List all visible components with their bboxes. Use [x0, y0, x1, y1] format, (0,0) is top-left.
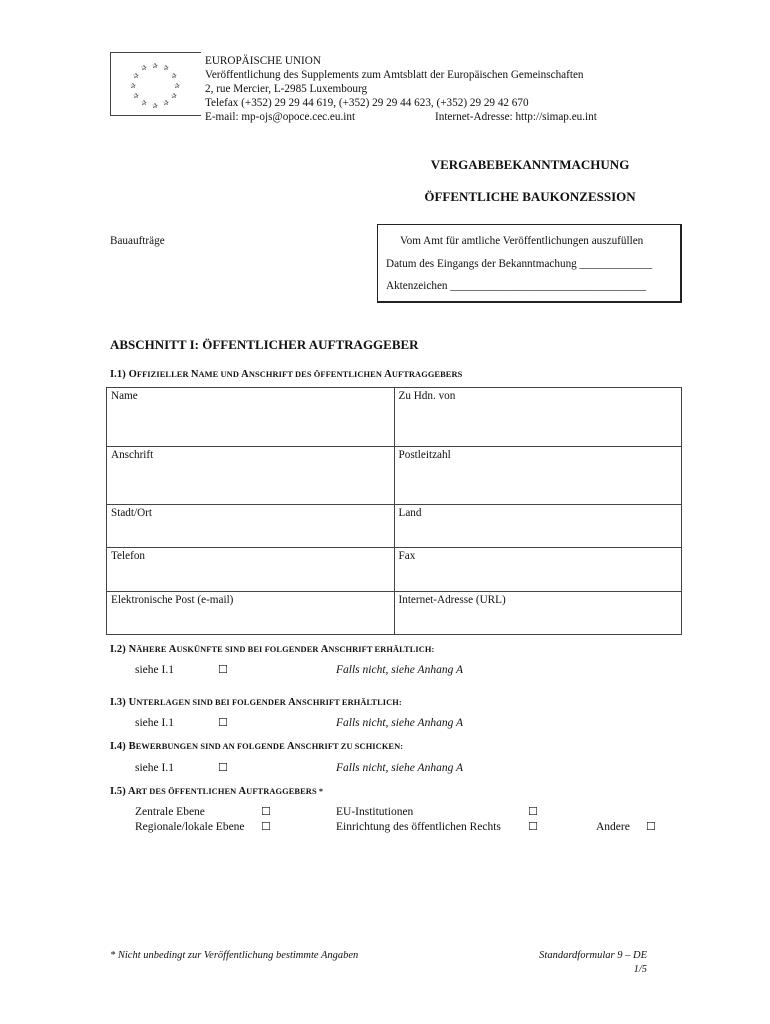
eu-star-icon: ✰ [171, 72, 177, 80]
name-field[interactable]: Name [107, 388, 395, 447]
falls-nicht-label: Falls nicht, siehe Anhang A [336, 664, 464, 676]
url-field[interactable]: Internet-Adresse (URL) [394, 592, 682, 635]
eu-star-icon: ✰ [133, 92, 139, 100]
heading-i2: I.2) NÄHERE AUSKÜNFTE SIND BEI FOLGENDER ANSCHRIFT ERHÄLTLICH: [110, 644, 435, 655]
official-use-box [377, 224, 682, 303]
eu-star-icon: ✰ [130, 82, 136, 90]
eu-star-icon: ✰ [163, 99, 169, 107]
header-org: EUROPÄISCHE UNION [205, 55, 321, 67]
address-field[interactable]: Anschrift [107, 447, 395, 505]
phone-field[interactable]: Telefon [107, 548, 395, 592]
checkbox-icon[interactable]: ☐ [218, 716, 228, 729]
reference-number-field: Aktenzeichen ___________________________________ [386, 280, 647, 292]
category-label: Bauaufträge [110, 235, 165, 247]
eu-star-icon: ✰ [163, 64, 169, 72]
checkbox-icon[interactable]: ☐ [528, 820, 538, 833]
header-telefax: Telefax (+352) 29 29 44 619, (+352) 29 29 44 623, (+352) 29 29 42 670 [205, 97, 529, 109]
heading-i3: I.3) UNTERLAGEN SIND BEI FOLGENDER ANSCHRIFT ERHÄLTLICH: [110, 697, 402, 708]
email-field[interactable]: Elektronische Post (e-mail) [107, 592, 395, 635]
postal-code-field[interactable]: Postleitzahl [394, 447, 682, 505]
falls-nicht-label: Falls nicht, siehe Anhang A [336, 762, 464, 774]
option-andere: Andere [596, 821, 630, 833]
contact-table [106, 387, 682, 635]
receipt-date-field: Datum des Eingangs der Bekanntmachung _____________ [386, 258, 653, 270]
page-title: VERGABEBEKANNTMACHUNG [430, 157, 630, 172]
option-zentrale-ebene: Zentrale Ebene [135, 806, 205, 818]
eu-star-icon: ✰ [133, 72, 139, 80]
eu-star-icon: ✰ [152, 102, 158, 110]
header-email: E-mail: mp-ojs@opoce.cec.eu.int [205, 111, 356, 123]
eu-star-icon: ✰ [141, 64, 147, 72]
checkbox-icon[interactable]: ☐ [218, 663, 228, 676]
siehe-label: siehe I.1 [135, 717, 174, 729]
footer-page-number: 1/5 [633, 964, 647, 975]
heading-i1: I.1) OFFIZIELLER NAME UND ANSCHRIFT DES ÖFFENTLICHEN AUFTRAGGEBERS [110, 369, 463, 380]
option-eu-institutionen: EU-Institutionen [336, 806, 414, 818]
eu-logo [110, 52, 201, 116]
page-subtitle: ÖFFENTLICHE BAUKONZESSION [424, 189, 636, 204]
checkbox-icon[interactable]: ☐ [218, 761, 228, 774]
eu-star-icon: ✰ [174, 82, 180, 90]
attention-field[interactable]: Zu Hdn. von [394, 388, 682, 447]
checkbox-icon[interactable]: ☐ [261, 805, 271, 818]
heading-i5: I.5) ART DES ÖFFENTLICHEN AUFTRAGGEBERS * [110, 786, 324, 797]
section-1-title: ABSCHNITT I: ÖFFENTLICHER AUFTRAGGEBER [110, 337, 419, 352]
siehe-label: siehe I.1 [135, 762, 174, 774]
siehe-label: siehe I.1 [135, 664, 174, 676]
country-field[interactable]: Land [394, 505, 682, 548]
option-regionale-ebene: Regionale/lokale Ebene [135, 821, 245, 833]
eu-star-icon: ✰ [171, 92, 177, 100]
eu-star-icon: ✰ [152, 62, 158, 70]
fax-field[interactable]: Fax [394, 548, 682, 592]
checkbox-icon[interactable]: ☐ [528, 805, 538, 818]
header-address: 2, rue Mercier, L-2985 Luxembourg [205, 83, 368, 95]
eu-star-icon: ✰ [141, 99, 147, 107]
checkbox-icon[interactable]: ☐ [261, 820, 271, 833]
footer-form-id: Standardformular 9 – DE [539, 950, 647, 961]
footer-note: * Nicht unbedingt zur Veröffentlichung bestimmte Angaben [110, 950, 359, 961]
official-box-heading: Vom Amt für amtliche Veröffentlichungen auszufüllen [400, 235, 644, 247]
city-field[interactable]: Stadt/Ort [107, 505, 395, 548]
option-einrichtung: Einrichtung des öffentlichen Rechts [336, 821, 501, 833]
falls-nicht-label: Falls nicht, siehe Anhang A [336, 717, 464, 729]
checkbox-icon[interactable]: ☐ [646, 820, 656, 833]
header-publication: Veröffentlichung des Supplements zum Amtsblatt der Europäischen Gemeinschaften [205, 69, 584, 81]
header-internet: Internet-Adresse: http://simap.eu.int [435, 111, 597, 123]
heading-i4: I.4) BEWERBUNGEN SIND AN FOLGENDE ANSCHRIFT ZU SCHICKEN: [110, 741, 404, 752]
